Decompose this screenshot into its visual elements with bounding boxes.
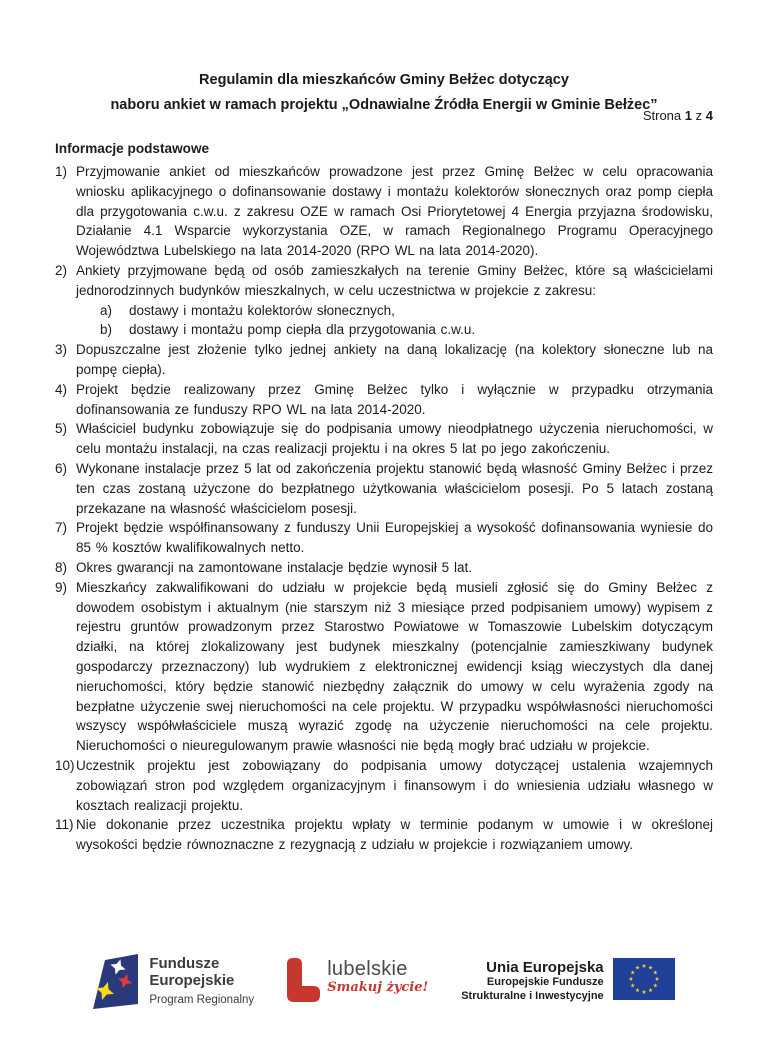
- lubelskie-logo: [287, 953, 428, 1002]
- page-label: Strona: [642, 108, 682, 123]
- section-heading: Informacje podstawowe: [55, 141, 210, 156]
- regulation-number: 3): [55, 342, 68, 358]
- regulation-item: [55, 518, 713, 558]
- document-title-line2: naboru ankiet w ramach projektu „Odnawialne Źródła Energii w Gminie Bełżec”: [110, 97, 658, 113]
- regulation-text: Ankiety przyjmowane będą od osób zamieszkałych na terenie Gminy Bełżec, które są właścicielami jednorodzinnych budynków mieszkalnych, w celu uczestnictwa w projekcie z zakresu:: [76, 262, 713, 298]
- regulation-number: 4): [55, 381, 68, 397]
- subitem-text: dostawy i montażu pomp ciepła dla przygotowania c.w.u.: [129, 322, 476, 338]
- lubelskie-title: lubelskie: [327, 958, 408, 980]
- fundusze-europejskie-wordmark: [149, 953, 254, 1007]
- regulation-text: Uczestnik projektu jest zobowiązany do podpisania umowy dotyczącej ustalenia wzajemnych zobowiązań stron pod względem organizacyjnym i finansowym i do wniesienia udziału własnego w kosztach realizacji projektu.: [76, 757, 713, 813]
- regulation-number: 9): [55, 579, 68, 595]
- regulation-text: Okres gwarancji na zamontowane instalacje będzie wynosił 5 lat.: [76, 559, 472, 575]
- fundusze-europejskie-flag-icon: [93, 953, 139, 1009]
- regulation-text: Przyjmowanie ankiet od mieszkańców prowadzone jest przez Gminę Bełżec w celu opracowania wniosku aplikacyjnego o dofinansowanie dostawy i montażu kolektorów słonecznych oraz pomp ciepła dla przygotowania c.w.u. z zakresu OZE w ramach Osi Priorytetowej 4 Energia przyjazna środowisku, Działanie 4.1 Wsparcie wykorzystania OZE, w ramach Regionalnego Programu Operacyjnego Województwa Lubelskiego na lata 2014-2020 (RPO WL na lata 2014-2020).: [76, 164, 713, 259]
- page-number-indicator: [643, 108, 713, 123]
- unia-europejska-logo: [461, 953, 674, 1003]
- regulation-number: 2): [55, 262, 68, 278]
- unia-subtitle1: Europejskie Fundusze: [486, 976, 604, 988]
- unia-europejska-wordmark: [461, 958, 603, 1003]
- document-content: [0, 68, 768, 855]
- regulation-number: 7): [55, 520, 68, 536]
- regulation-text: Nie dokonanie przez uczestnika projektu wpłaty w terminie podanym w umowie i w określonej wysokości będzie równoznaczne z rezygnacją z udziału w projekcie i rozwiązaniem umowy.: [76, 817, 713, 853]
- regulation-text: Projekt będzie realizowany przez Gminę Bełżec tylko i wyłącznie w przypadku otrzymania dofinansowania ze funduszy RPO WL na lata 2014-2020.: [76, 381, 713, 417]
- regulation-text: Właściciel budynku zobowiązuje się do podpisania umowy nieodpłatnego użyczenia nieruchomości, w celu montażu instalacji, na czas realizacji projektu i na okres 5 lat po jego zakończeniu.: [76, 421, 713, 457]
- subitem-label: a): [100, 302, 113, 318]
- regulation-text: Projekt będzie współfinansowany z funduszy Unii Europejskiej a wysokość dofinansowania wyniesie do 85 % kosztów kwalifikowalnych netto.: [76, 520, 713, 556]
- fundusze-europejskie-logo: [93, 953, 254, 1009]
- regulation-number: 10): [55, 757, 75, 773]
- subitem-text: dostawy i montażu kolektorów słonecznych,: [129, 302, 395, 318]
- regulations-list: [55, 162, 713, 855]
- page-total: 4: [705, 108, 713, 123]
- regulation-item: [55, 419, 713, 459]
- fundusze-subtitle: Program Regionalny: [149, 994, 255, 1006]
- regulation-item: [55, 578, 713, 756]
- document-page: [0, 68, 768, 1062]
- regulation-subitem: [100, 301, 713, 321]
- unia-subtitle2: Strukturalne i Inwestycyjne: [461, 989, 604, 1002]
- fundusze-line2: Europejskie: [149, 972, 235, 989]
- regulation-item: [55, 815, 713, 855]
- regulation-item: [55, 261, 713, 340]
- regulation-text: Dopuszczalne jest złożenie tylko jednej ankiety na daną lokalizację (na kolektory słoneczne lub na pompę ciepła).: [76, 342, 713, 377]
- regulation-text: Mieszkańcy zakwalifikowani do udziału w projekcie będą musieli zgłosić się do Gminy Bełżec z dowodem osobistym i aktualnym (nie starszym niż 3 miesiące przed podpisaniem umowy) wypisem z rejestru gruntów prowadzonym przez Starostwo Powiatowe w Tomaszowie Lubelskim dotyczącym działki, na której zlokalizowany jest budynek mieszkalny (potencjalnie zamieszkiwany budynek gospodarczy przeznaczony) lub wydrukiem z elektronicznej ewidencji ksiąg wieczystych dla danej nieruchomości, który będzie stanowić niezbędny załącznik do umowy w celu wyrażenia zgody na bezpłatne użyczenie swej nieruchomości na cele projektu. W przypadku współwłasności nieruchomości wszyscy współwłaściciele muszą wyrazić zgodę na użyczenie nieruchomości na cele projektu. Nieruchomości o nieuregulowanym prawie własności nie będą mogły brać udziału w projekcie.: [76, 579, 713, 754]
- page-current: 1: [684, 108, 693, 123]
- regulation-item: [55, 380, 713, 420]
- regulation-number: 5): [55, 421, 68, 437]
- regulation-item: [55, 459, 713, 518]
- regulation-subitem: [100, 320, 713, 340]
- page-separator: z: [695, 108, 703, 123]
- regulation-item: [55, 162, 713, 261]
- regulation-number: 11): [55, 817, 74, 833]
- unia-title: Unia Europejska: [486, 959, 604, 976]
- regulation-text: Wykonane instalacje przez 5 lat od zakończenia projektu stanowić będą własność Gminy Bełżec i przez ten czas zostaną użyczone do bezpłatnego użytkowania właścicielom posesji. Po 5 latach zostaną przekazane na własność właścicielom posesji.: [76, 460, 713, 516]
- document-title-line1: Regulamin dla mieszkańców Gminy Bełżec dotyczący: [199, 72, 569, 88]
- document-title: [55, 68, 713, 118]
- lubelskie-l-icon: [287, 958, 320, 1002]
- subitem-label: b): [100, 322, 113, 338]
- regulation-item: [55, 340, 713, 380]
- footer-logos: [0, 953, 768, 1009]
- fundusze-line1: Fundusze: [149, 955, 220, 972]
- regulation-item: [55, 756, 713, 815]
- regulation-number: 1): [55, 164, 68, 179]
- regulation-number: 8): [55, 559, 68, 575]
- regulation-number: 6): [55, 460, 68, 476]
- regulation-item: [55, 558, 713, 578]
- lubelskie-wordmark: [327, 958, 428, 995]
- lubelskie-tagline: Smakuj życie!: [327, 980, 429, 995]
